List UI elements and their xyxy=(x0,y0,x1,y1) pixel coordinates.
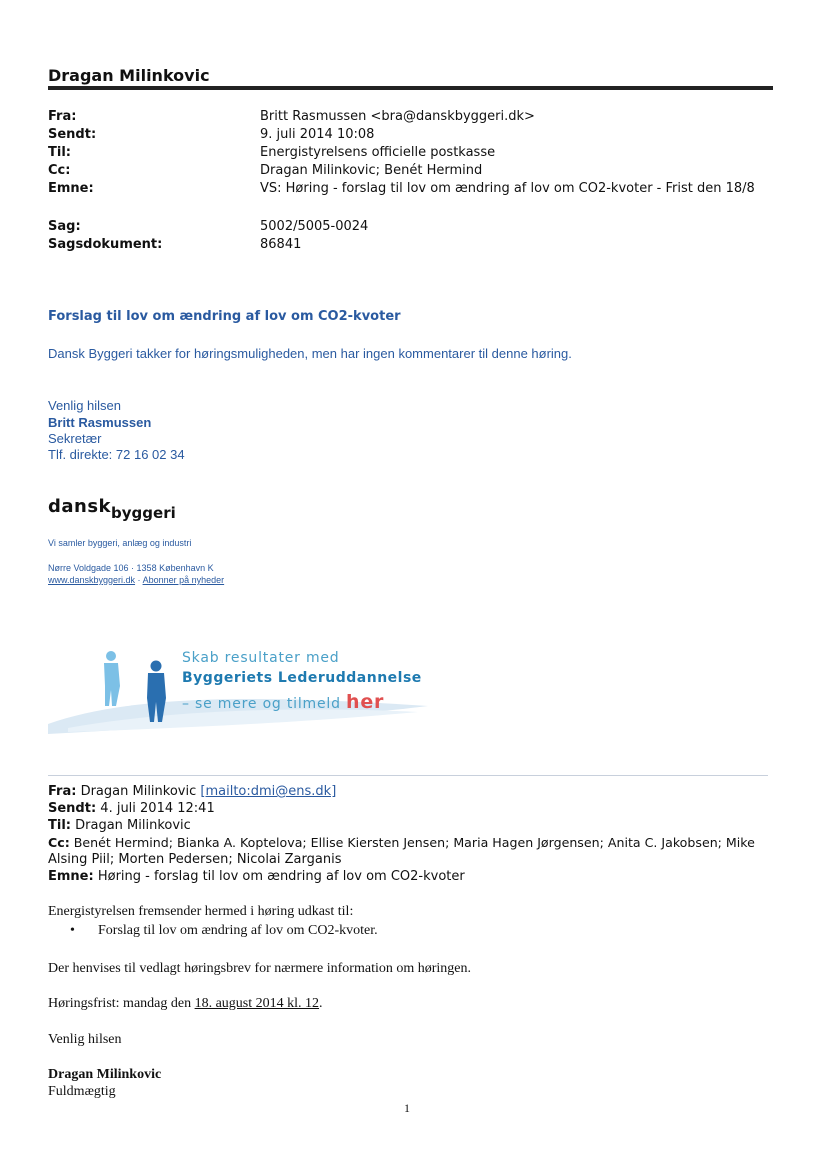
field-value: 86841 xyxy=(260,237,302,252)
letter-signer: Dragan Milinkovic xyxy=(48,1067,162,1082)
logo-part-dansk: dansk xyxy=(48,496,112,517)
deadline-suffix: . xyxy=(319,996,323,1011)
field-label: Cc: xyxy=(48,163,71,178)
website-link[interactable]: www.danskbyggeri.dk xyxy=(48,575,136,585)
banner-line3-text: – se mere og tilmeld xyxy=(182,696,341,712)
letter-deadline xyxy=(48,996,323,1012)
forward-cc-continued xyxy=(48,851,778,868)
forward-cc-value: Benét Hermind; Bianka A. Koptelova; Ellise Kiersten Jensen; Maria Hagen Jørgensen; Anita C. Jakobsen; Mike xyxy=(73,835,755,850)
letter-reference: Der henvises til vedlagt høringsbrev for nærmere information om høringen. xyxy=(48,961,472,976)
banner-line1: Skab resultater med xyxy=(182,650,340,666)
field-label: Sendt: xyxy=(48,127,97,142)
header-field-case xyxy=(48,219,788,237)
field-label: Sagsdokument: xyxy=(48,237,163,252)
person-figure-light-icon xyxy=(104,651,120,706)
field-value: 9. juli 2014 10:08 xyxy=(260,127,375,142)
company-tagline: Vi samler byggeri, anlæg og industri xyxy=(48,538,192,548)
field-value: Energistyrelsens officielle postkasse xyxy=(260,145,496,160)
mailto-link[interactable]: [mailto:dmi@ens.dk] xyxy=(200,784,337,799)
forward-cc xyxy=(48,834,778,851)
proposal-heading: Forslag til lov om ændring af lov om CO2-kvoter xyxy=(48,309,401,324)
forward-from-label: Fra: xyxy=(48,784,77,799)
forward-from-value: Dragan Milinkovic xyxy=(80,784,197,799)
forward-sent-label: Sendt: xyxy=(48,801,97,816)
field-value: 5002/5005-0024 xyxy=(260,219,369,234)
message-separator xyxy=(48,775,768,776)
forward-subject xyxy=(48,868,778,885)
header-field-from xyxy=(48,109,788,127)
deadline-prefix: Høringsfrist: mandag den xyxy=(48,996,195,1011)
banner-line2: Byggeriets Lederuddannelse xyxy=(182,670,422,686)
dansk-byggeri-logo xyxy=(48,496,176,522)
page-number: 1 xyxy=(404,1101,410,1115)
forward-to xyxy=(48,817,778,834)
reply-sender-name: Britt Rasmussen xyxy=(48,415,152,430)
header-field-case-document xyxy=(48,237,788,255)
company-links xyxy=(48,575,224,585)
letter-bullet-item: Forslag til lov om ændring af lov om CO2-kvoter. xyxy=(98,923,378,938)
forward-subject-value: Høring - forslag til lov om ændring af lov om CO2-kvoter xyxy=(97,869,465,884)
forward-cc-value-continued: Alsing Piil; Morten Pedersen; Nicolai Zarganis xyxy=(48,852,342,867)
field-label: Emne: xyxy=(48,181,94,196)
header-rule xyxy=(48,86,773,90)
field-value: VS: Høring - forslag til lov om ændring af lov om CO2-kvoter - Frist den 18/8 xyxy=(260,181,755,196)
letter-signer-title: Fuldmægtig xyxy=(48,1084,116,1099)
header-field-cc xyxy=(48,163,788,181)
letter-intro: Energistyrelsen fremsender hermed i høring udkast til: xyxy=(48,904,354,919)
link-separator: · xyxy=(135,575,143,585)
forward-subject-label: Emne: xyxy=(48,869,94,884)
forward-sent xyxy=(48,800,778,817)
logo-part-byggeri: byggeri xyxy=(111,504,176,522)
forward-cc-label: Cc: xyxy=(48,835,70,850)
document-owner-name: Dragan Milinkovic xyxy=(48,66,210,85)
banner-line3 xyxy=(182,691,384,713)
reply-sender-title: Sekretær xyxy=(48,431,102,446)
forward-to-value: Dragan Milinkovic xyxy=(75,818,191,833)
deadline-date: 18. august 2014 kl. 12 xyxy=(194,996,320,1011)
forward-sent-value: 4. juli 2014 12:41 xyxy=(100,801,215,816)
field-label: Sag: xyxy=(48,219,81,234)
field-value: Britt Rasmussen <bra@danskbyggeri.dk> xyxy=(260,109,535,124)
field-value: Dragan Milinkovic; Benét Hermind xyxy=(260,163,483,178)
reply-greeting: Venlig hilsen xyxy=(48,398,121,413)
header-field-sent xyxy=(48,127,788,145)
banner-signup-link[interactable]: her xyxy=(346,691,385,713)
bullet-icon: • xyxy=(70,923,75,938)
field-label: Til: xyxy=(48,145,71,160)
reply-phone: Tlf. direkte: 72 16 02 34 xyxy=(48,447,185,462)
header-field-subject xyxy=(48,181,788,199)
forward-from xyxy=(48,783,778,800)
letter-greeting: Venlig hilsen xyxy=(48,1032,122,1047)
field-label: Fra: xyxy=(48,109,77,124)
reply-body: Dansk Byggeri takker for høringsmuligheden, men har ingen kommentarer til denne høring. xyxy=(48,346,572,361)
forward-to-label: Til: xyxy=(48,818,71,833)
subscribe-link[interactable]: Abonner på nyheder xyxy=(142,575,225,585)
header-field-to xyxy=(48,145,788,163)
company-address: Nørre Voldgade 106 · 1358 København K xyxy=(48,563,214,573)
